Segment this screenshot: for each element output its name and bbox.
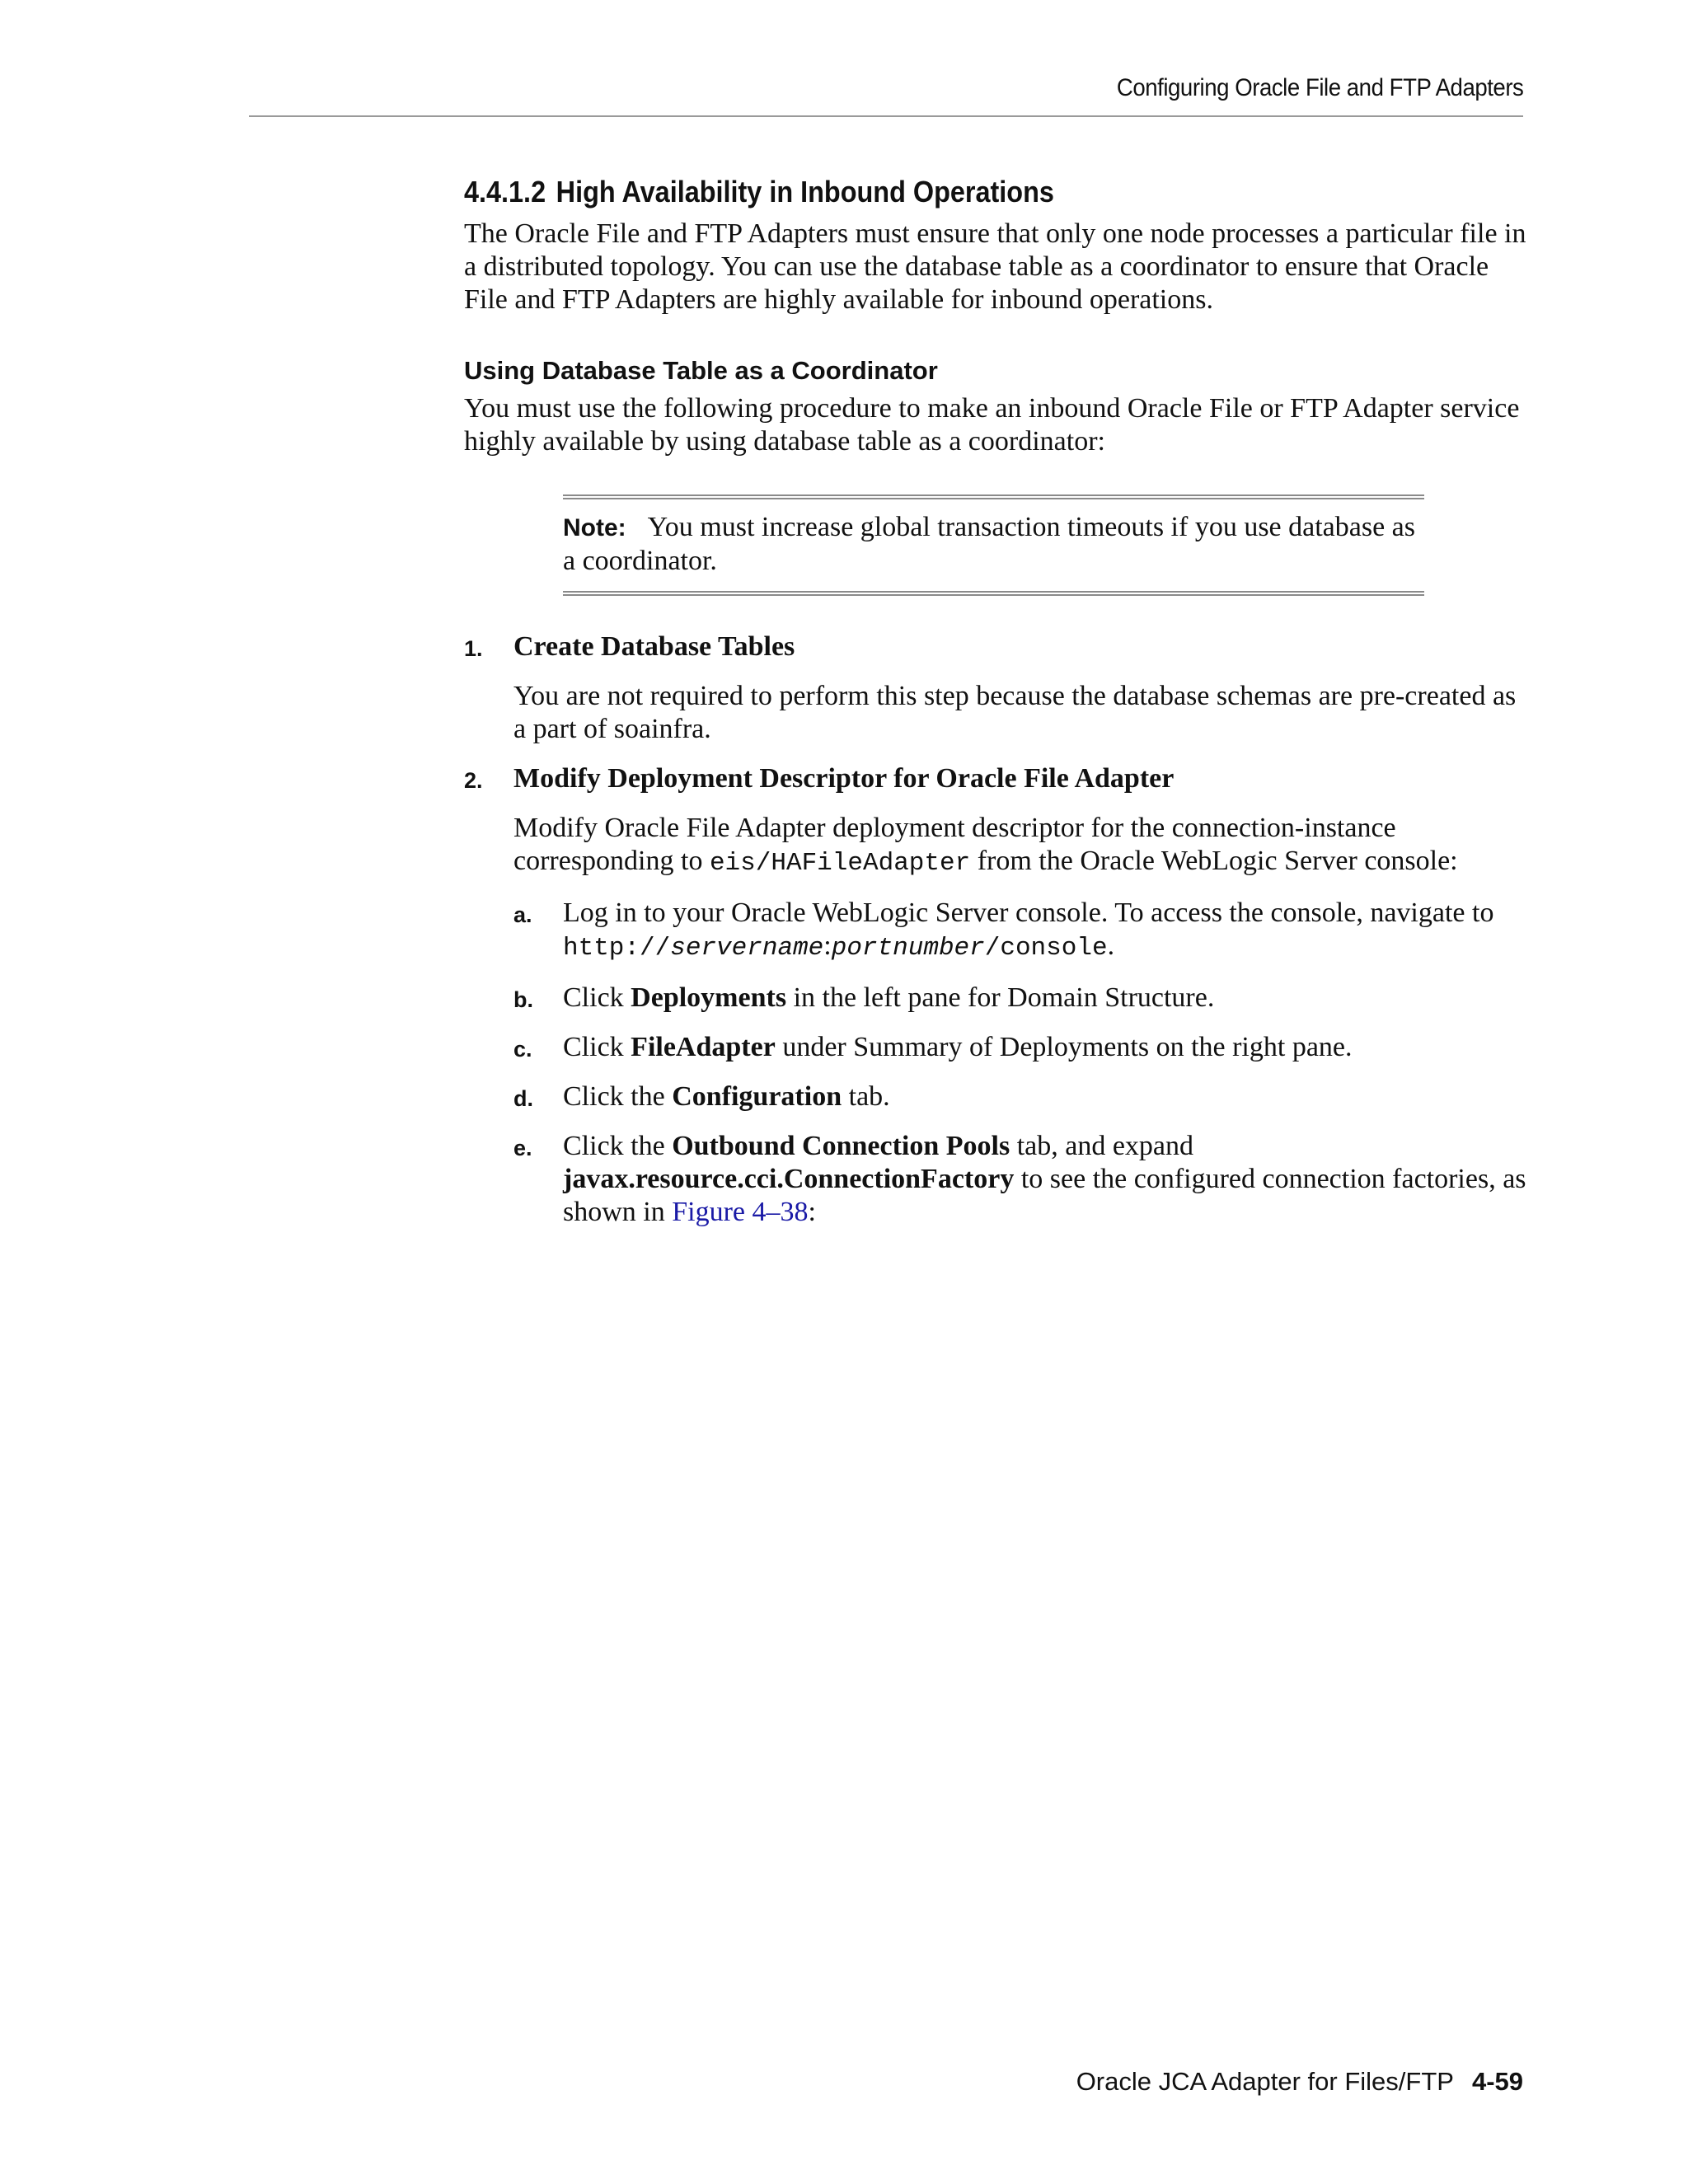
jndi-name-code: eis/HAFileAdapter: [709, 849, 971, 878]
step-body: You are not required to perform this step because the database schemas are pre-created as a part of soainfra.: [513, 681, 1517, 744]
step-title: Modify Deployment Descriptor for Oracle File Adapter: [513, 763, 1175, 794]
page-content: [464, 175, 1527, 1245]
section-heading: [464, 175, 1421, 209]
procedure-steps: [464, 630, 1527, 1229]
section-intro: The Oracle File and FTP Adapters must ensure that only one node processes a particular file in a distributed topology. You can use the database table as a coordinator to ensure that Oracle File and FTP Adapters are highly available for inbound operations.: [464, 218, 1526, 315]
running-header: Configuring Oracle File and FTP Adapters: [1116, 74, 1523, 101]
console-url-suffix: /console: [984, 934, 1108, 963]
ui-term: FileAdapter: [631, 1032, 776, 1062]
header-rule: [249, 115, 1523, 117]
substep-text: under Summary of Deployments on the right pane.: [775, 1032, 1353, 1062]
ui-term: Deployments: [631, 982, 787, 1013]
subsection-heading: Using Database Table as a Coordinator: [464, 356, 938, 385]
substep-outbound-pools: [513, 1130, 1527, 1229]
subsection-intro: You must use the following procedure to make an inbound Oracle File or FTP Adapter service highly available by using database table as a coordinator:: [464, 393, 1520, 457]
substep-deployments: [513, 982, 1527, 1015]
console-url-prefix: http://: [563, 934, 671, 963]
step-marker: 1.: [464, 636, 483, 661]
page-footer: [1076, 2067, 1523, 2097]
ui-term: javax.resource.cci.ConnectionFactory: [563, 1164, 1015, 1194]
substep-text: Click the: [563, 1131, 673, 1161]
step-title: Create Database Tables: [513, 631, 795, 662]
substep-configuration: [513, 1080, 1527, 1113]
note-label: Note:: [563, 514, 626, 541]
substep-text: in the left pane for Domain Structure.: [786, 982, 1215, 1013]
section-number: 4.4.1.2: [464, 175, 546, 209]
substep-text: to see the configured connection factories, as shown in: [563, 1164, 1526, 1227]
footer-book-title: Oracle JCA Adapter for Files/FTP: [1076, 2067, 1454, 2096]
substep-text: Click the: [563, 1081, 673, 1112]
section-title: High Availability in Inbound Operations: [556, 175, 1054, 209]
step-text: Modify Oracle File Adapter deployment descriptor for the connection-instance corresponding to: [513, 813, 1396, 876]
note-text: You must increase global transaction timeouts if you use database as a coordinator.: [563, 512, 1416, 576]
page-number: 4-59: [1471, 2067, 1523, 2096]
substep-text: .: [1107, 930, 1115, 961]
step-modify-descriptor: [464, 762, 1527, 1229]
substep-login: [513, 897, 1527, 965]
substep-marker: a.: [513, 902, 532, 927]
step-text: from the Oracle WebLogic Server console:: [970, 846, 1458, 876]
substep-text: Click: [563, 1032, 631, 1062]
substep-list: [513, 897, 1527, 1229]
figure-link[interactable]: Figure 4–38: [672, 1197, 809, 1227]
substep-marker: c.: [513, 1037, 532, 1062]
substep-text: Click: [563, 982, 631, 1013]
note-box: [563, 494, 1424, 596]
ui-term: Configuration: [672, 1081, 842, 1112]
substep-text: Log in to your Oracle WebLogic Server console. To access the console, navigate to: [563, 898, 1494, 928]
substep-fileadapter: [513, 1031, 1527, 1064]
console-url-colon: :: [823, 930, 832, 961]
console-url-port: portnumber: [831, 934, 985, 963]
ui-term: Outbound Connection Pools: [672, 1131, 1010, 1161]
substep-marker: e.: [513, 1136, 532, 1160]
step-body: [513, 812, 1527, 880]
step-marker: 2.: [464, 768, 483, 793]
substep-text: tab, and expand: [1010, 1131, 1194, 1161]
console-url-host: servername: [670, 934, 824, 963]
step-create-tables: [464, 630, 1527, 746]
substep-text: tab.: [842, 1081, 890, 1112]
substep-marker: d.: [513, 1086, 533, 1111]
substep-text: :: [808, 1197, 816, 1227]
substep-marker: b.: [513, 987, 533, 1012]
